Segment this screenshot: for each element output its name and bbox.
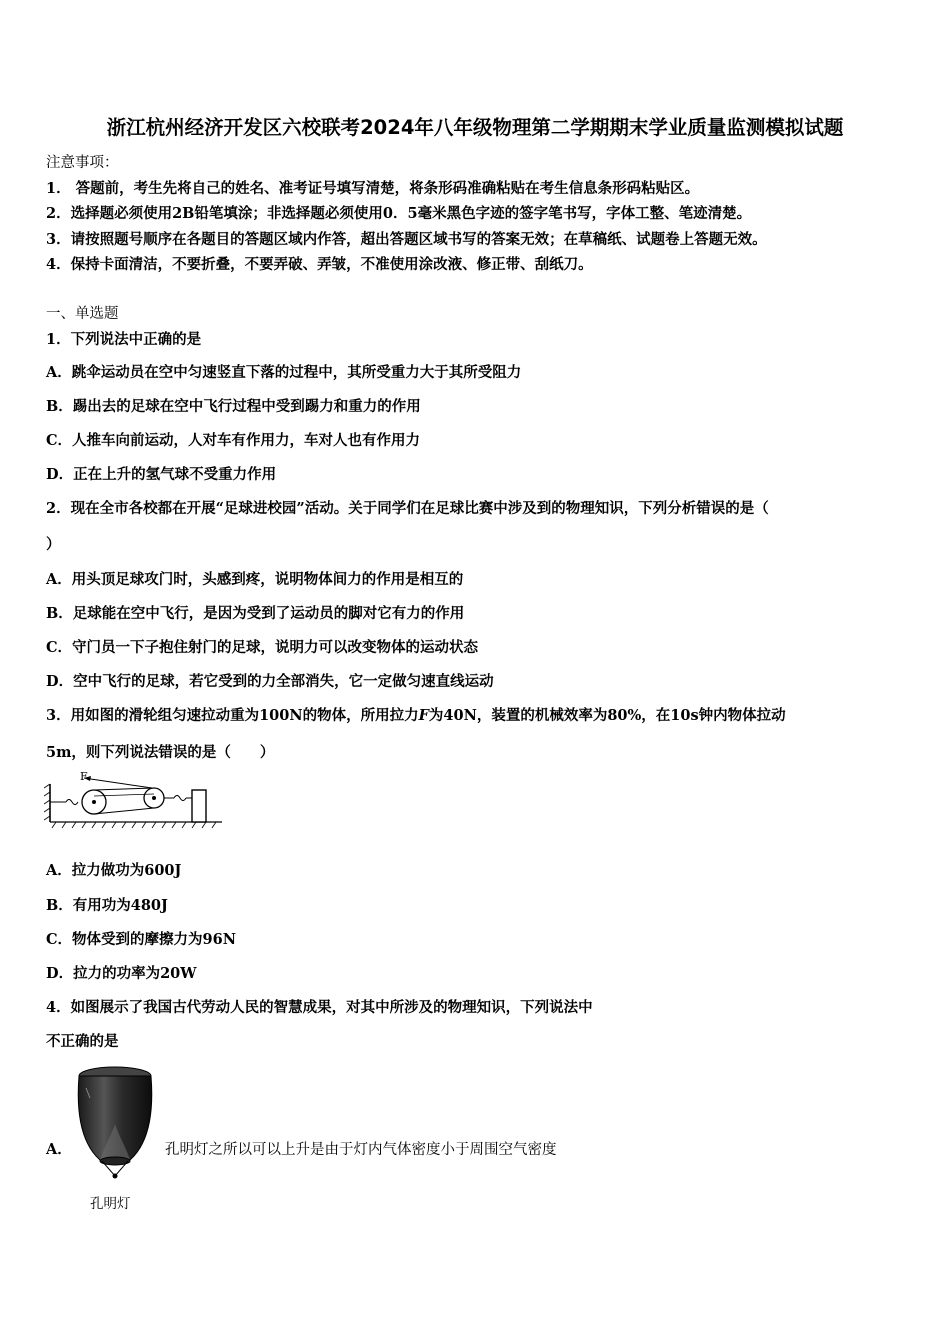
question-2-stem-wrap: ） (46, 536, 61, 553)
question-3-stem-before: 3．用如图的滑轮组匀速拉动重为100N的物体，所用拉力 (46, 707, 419, 724)
notice-item-1: 1． 答题前，考生先将自己的姓名、准考证号填写清楚，将条形码准确粘贴在考生信息条形码粘贴区。 (46, 180, 700, 197)
question-4-option-a-text: 孔明灯之所以可以上升是由于灯内气体密度小于周围空气密度 (165, 1142, 557, 1158)
question-3-stem-after: 为40N，装置的机械效率为80%，在10s钟内物体拉动 (428, 707, 786, 724)
question-3-stem (46, 704, 786, 725)
question-3-option-d: D．拉力的功率为20W (46, 965, 197, 982)
notice-item-2: 2．选择题必须使用2B铅笔填涂；非选择题必须使用0．5毫米黑色字迹的签字笔书写，字体工整、笔迹清楚。 (46, 205, 752, 222)
question-2-stem: 2．现在全市各校都在开展“足球进校园”活动。关于同学们在足球比赛中涉及到的物理知识，下列分析错误的是（ (46, 500, 769, 517)
question-2-option-c: C．守门员一下子抱住射门的足球，说明力可以改变物体的运动状态 (46, 639, 479, 656)
question-3-stem-wrap: 5m，则下列说法错误的是（ ） (46, 744, 275, 761)
question-4-stem: 4．如图展示了我国古代劳动人民的智慧成果，对其中所涉及的物理知识，下列说法中 (46, 999, 593, 1016)
question-1-option-a: A．跳伞运动员在空中匀速竖直下落的过程中，其所受重力大于其所受阻力 (46, 364, 522, 381)
question-1-option-d: D．正在上升的氢气球不受重力作用 (46, 466, 277, 483)
question-3-option-a: A．拉力做功为600J (46, 862, 182, 879)
section-heading: 一、单选题 (46, 306, 119, 322)
notice-heading: 注意事项： (46, 155, 119, 171)
notice-item-4: 4．保持卡面清洁，不要折叠，不要弄破、弄皱，不准使用涂改液、修正带、刮纸刀。 (46, 256, 593, 273)
question-1-stem: 1．下列说法中正确的是 (46, 331, 202, 348)
question-3-option-b: B．有用功为480J (46, 897, 168, 914)
question-1-option-c: C．人推车向前运动，人对车有作用力，车对人也有作用力 (46, 432, 421, 449)
question-4-stem-wrap: 不正确的是 (46, 1033, 119, 1050)
question-2-option-a: A．用头顶足球攻门时，头感到疼，说明物体间力的作用是相互的 (46, 571, 464, 588)
question-3-force-variable: F (418, 707, 429, 724)
lantern-caption: 孔明灯 (90, 1196, 131, 1212)
question-2-option-b: B．足球能在空中飞行，是因为受到了运动员的脚对它有力的作用 (46, 605, 465, 622)
kongming-lantern-image (72, 1064, 158, 1188)
question-1-option-b: B．踢出去的足球在空中飞行过程中受到踢力和重力的作用 (46, 398, 421, 415)
question-3-option-c: C．物体受到的摩擦力为96N (46, 931, 236, 948)
page-title: 浙江杭州经济开发区六校联考2024年八年级物理第二学期期末学业质量监测模拟试题 (106, 116, 844, 139)
pulley-system-figure (44, 770, 226, 830)
notice-item-3: 3．请按照题号顺序在各题目的答题区域内作答，超出答题区域书写的答案无效；在草稿纸、试题卷上答题无效。 (46, 231, 767, 248)
pulley-force-label: F (80, 770, 88, 783)
question-4-option-a-label: A． (46, 1141, 72, 1158)
question-2-option-d: D．空中飞行的足球，若它受到的力全部消失，它一定做匀速直线运动 (46, 673, 494, 690)
